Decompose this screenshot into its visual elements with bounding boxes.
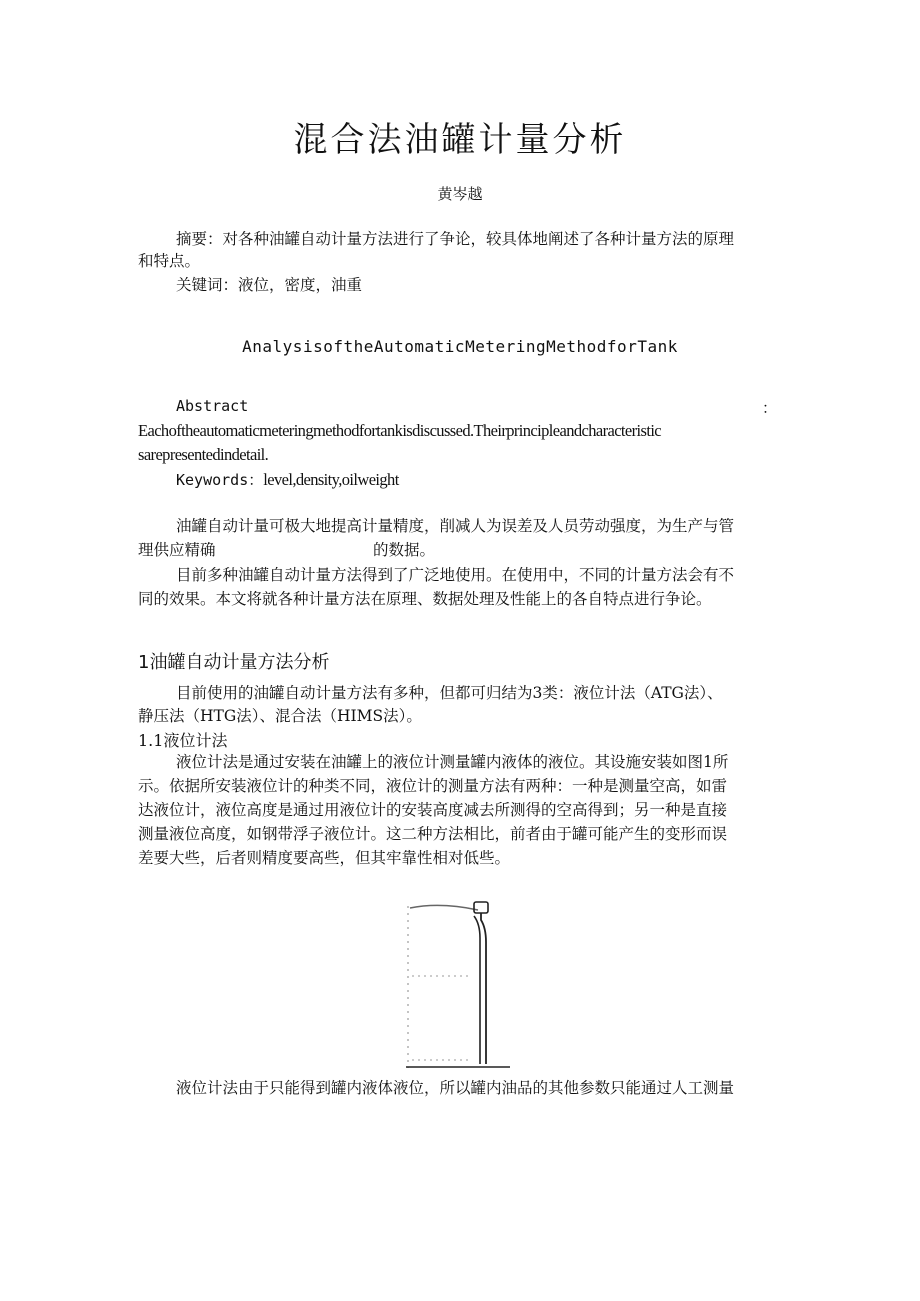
section-1-1-line4: 测量液位高度，如钢带浮子液位计。这二种方法相比，前者由于罐可能产生的变形而误 <box>138 825 728 843</box>
intro-p2-line2: 同的效果。本文将就各种计量方法在原理、数据处理及性能上的各自特点进行争论。 <box>138 590 712 608</box>
gauge-pipe-left <box>474 916 480 1064</box>
section-1-1-line2: 示。依据所安装液位计的种类不同，液位计的测量方法有两种：一种是测量空高，如雷 <box>138 777 728 795</box>
gauge-pipe-right <box>481 913 486 1064</box>
english-title: AnalysisoftheAutomaticMeteringMethodforTank <box>242 337 678 356</box>
level-gauge-figure <box>400 896 520 1076</box>
section-1-1-line3: 达液位计，液位高度是通过用液位计的安装高度减去所测得的空高得到；另一种是直接 <box>138 801 728 819</box>
section-1-1-heading: 1.1液位计法 <box>138 731 228 750</box>
keywords-en-value: level,density,oilweight <box>263 470 399 489</box>
section-1-heading: 1油罐自动计量方法分析 <box>138 652 330 673</box>
intro-p2-line1: 目前多种油罐自动计量方法得到了广泛地使用。在使用中，不同的计量方法会有不 <box>176 566 735 584</box>
abstract-en-line3: sarepresentedindetail. <box>138 445 269 464</box>
gauge-head <box>474 902 488 913</box>
closing-line1: 液位计法由于只能得到罐内液体液位，所以罐内油品的其他参数只能通过人工测量 <box>176 1079 735 1097</box>
abstract-en-label: Abstract <box>176 397 249 415</box>
section-1-p1-line1: 目前使用的油罐自动计量方法有多种，但都可归结为3类：液位计法（ATG法）、 <box>176 684 723 702</box>
keywords-en <box>176 469 399 490</box>
page-title: 混合法油罐计量分析 <box>293 120 627 160</box>
abstract-cn-line2: 和特点。 <box>138 252 201 270</box>
keywords-en-label: Keywords： <box>176 471 264 489</box>
author-name: 黄岑越 <box>437 185 483 203</box>
abstract-cn-line1: 摘要：对各种油罐自动计量方法进行了争论，较具体地阐述了各种计量方法的原理 <box>176 230 735 248</box>
section-1-1-line1: 液位计法是通过安装在油罐上的液位计测量罐内液体的液位。其设施安装如图1所 <box>176 753 729 771</box>
intro-p1-line2a: 理供应精确 <box>138 541 216 559</box>
intro-p1-line1: 油罐自动计量可极大地提高计量精度，削减人为误差及人员劳动强度，为生产与管 <box>176 517 735 535</box>
tank-roof <box>410 905 478 910</box>
abstract-en-line2: Eachoftheautomaticmeteringmethodfortankisdiscussed.Theirprincipleandcharacteristic <box>138 421 662 440</box>
abstract-en-colon: ： <box>762 399 778 417</box>
section-1-1-line5: 差要大些，后者则精度要高些，但其牢靠性相对低些。 <box>138 849 511 867</box>
section-1-p1-line2: 静压法（HTG法）、混合法（HIMS法）。 <box>138 707 422 725</box>
keywords-cn: 关键词：液位，密度，油重 <box>176 276 363 294</box>
intro-p1-line2b: 的数据。 <box>373 541 436 559</box>
